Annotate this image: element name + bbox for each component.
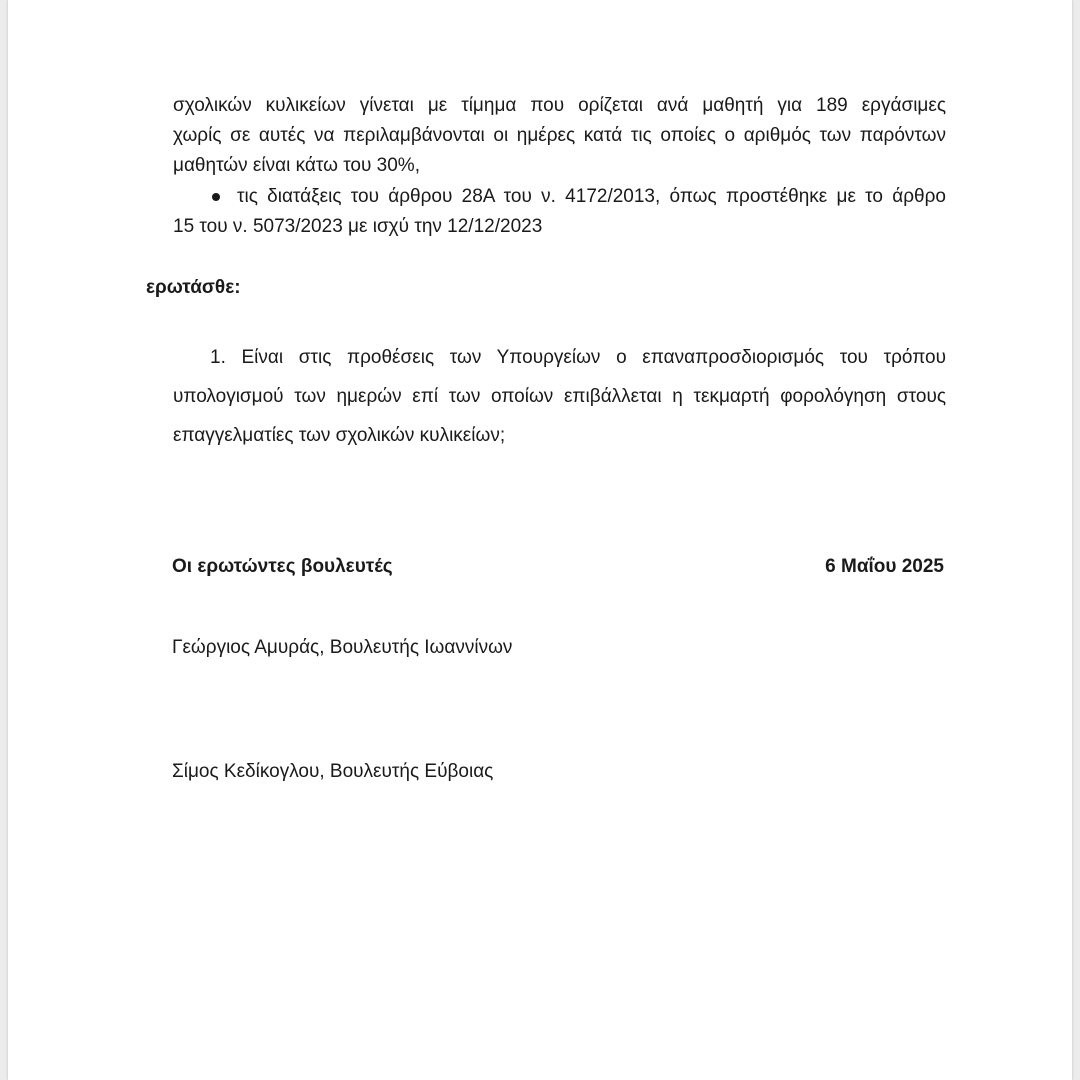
mp-signature-2: Σίμος Κεδίκογλου, Βουλευτής Εύβοιας	[172, 761, 494, 782]
question-heading: ερωτάσθε:	[146, 277, 241, 298]
mp-signature-1: Γεώργιος Αμυράς, Βουλευτής Ιωαννίνων	[172, 637, 513, 658]
bullet-item-line-1: τις διατάξεις του άρθρου 28Α του ν. 4172/2013, όπως προστέθηκε με το άρθρο	[237, 186, 946, 207]
paragraph-intro-line-1: σχολικών κυλικείων γίνεται με τίμημα που ορίζεται ανά μαθητή για 189 εργάσιμες	[173, 95, 946, 116]
bullet-icon	[212, 193, 220, 201]
question-1-line-1: 1. Είναι στις προθέσεις των Υπουργείων ο επαναπροσδιορισμός του τρόπου	[210, 347, 946, 368]
paragraph-intro-line-3: μαθητών είναι κάτω του 30%,	[173, 155, 420, 176]
bullet-item-line-2: 15 του ν. 5073/2023 με ισχύ την 12/12/2023	[173, 216, 543, 237]
signature-date: 6 Μαΐου 2025	[825, 556, 944, 577]
document-page	[8, 0, 1072, 1080]
signatures-heading: Οι ερωτώντες βουλευτές	[172, 556, 393, 577]
question-1-line-3: επαγγελματίες των σχολικών κυλικείων;	[173, 425, 506, 446]
paragraph-intro-line-2: χωρίς σε αυτές να περιλαμβάνονται οι ημέρες κατά τις οποίες ο αριθμός των παρόντων	[173, 125, 946, 146]
question-1-line-2: υπολογισμού των ημερών επί των οποίων επιβάλλεται η τεκμαρτή φορολόγηση στους	[173, 386, 946, 407]
